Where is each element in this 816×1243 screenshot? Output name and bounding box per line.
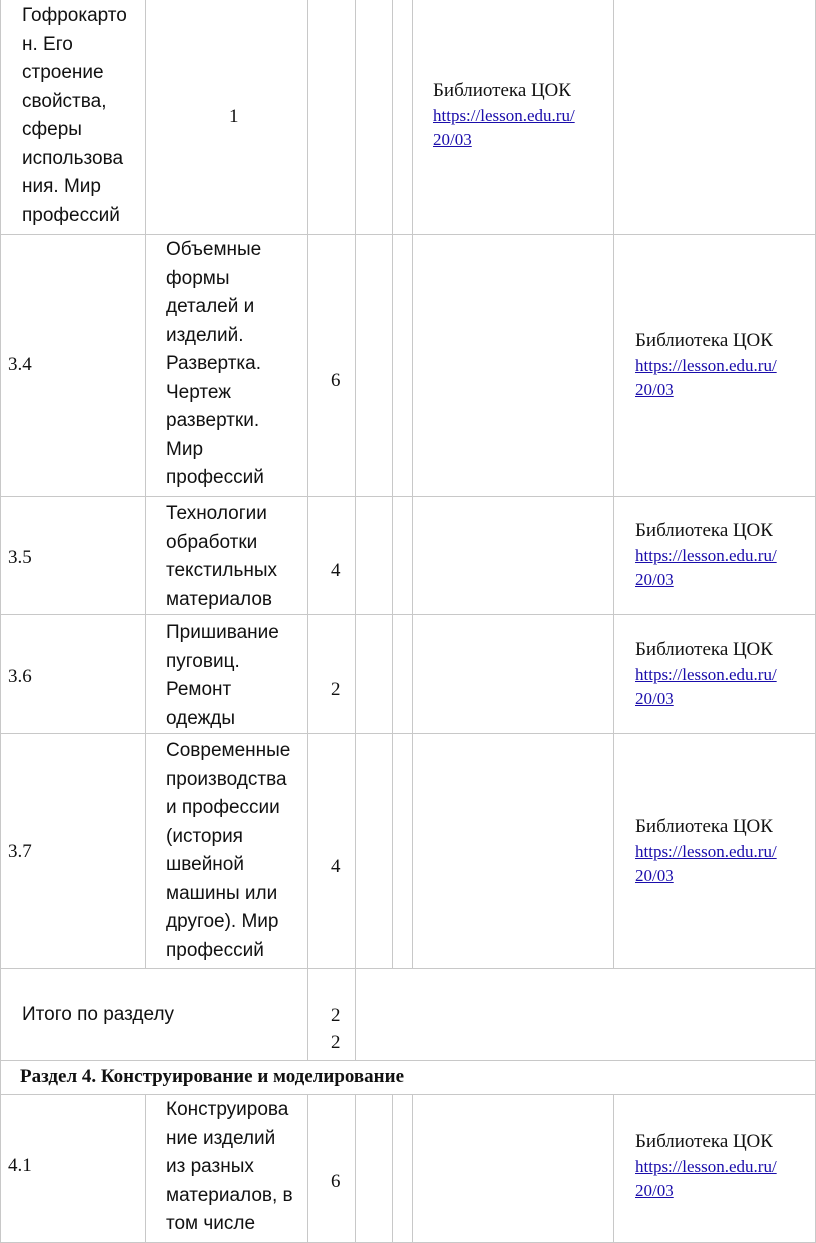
topic-cell: Конструирова ние изделий из разных материалов, в том числе xyxy=(166,1099,293,1234)
row-number: 3.4 xyxy=(8,354,32,375)
resource-label: Библиотека ЦОК xyxy=(635,1131,773,1152)
resource-label: Библиотека ЦОК xyxy=(635,816,773,837)
topic-cell: Объемные формы деталей и изделий. Развертка. Чертеж развертки. Мир профессий xyxy=(166,239,264,488)
resource-link[interactable]: https://lesson.edu.ru/ 20/03 xyxy=(635,1157,777,1200)
resource-cell xyxy=(635,328,815,402)
section-heading: Раздел 4. Конструирование и моделирование xyxy=(20,1066,404,1087)
resource-cell xyxy=(635,637,815,711)
resource-link[interactable]: https://lesson.edu.ru/ 20/03 xyxy=(635,842,777,885)
subtotal-value: 2 2 xyxy=(331,1005,341,1053)
hours-cell: 6 xyxy=(331,1171,341,1192)
subtotal-label: Итого по разделу xyxy=(22,1004,175,1025)
resource-cell xyxy=(635,518,815,592)
resource-label: Библиотека ЦОК xyxy=(635,520,773,541)
row-number: 4.1 xyxy=(8,1155,32,1176)
row-number: 3.6 xyxy=(8,666,32,687)
resource-cell xyxy=(635,1129,815,1203)
resource-link[interactable]: https://lesson.edu.ru/ 20/03 xyxy=(635,546,777,589)
resource-label: Библиотека ЦОК xyxy=(635,639,773,660)
resource-cell xyxy=(433,78,613,152)
hours-cell: 4 xyxy=(331,856,341,877)
hours-cell: 6 xyxy=(331,370,341,391)
resource-link[interactable]: https://lesson.edu.ru/ 20/03 xyxy=(635,356,777,399)
topic-cell: Пришивание пуговиц. Ремонт одежды xyxy=(166,622,279,729)
topic-cell: Современные производства и профессии (история швейной машины или другое). Мир профессий xyxy=(166,740,291,961)
hours-cell: 2 xyxy=(331,679,341,700)
hours-cell: 4 xyxy=(331,560,341,581)
resource-link[interactable]: https://lesson.edu.ru/ 20/03 xyxy=(635,665,777,708)
hours-cell: 1 xyxy=(229,106,239,127)
row-number: 3.7 xyxy=(8,841,32,862)
resource-link[interactable]: https://lesson.edu.ru/ 20/03 xyxy=(433,106,575,149)
resource-label: Библиотека ЦОК xyxy=(433,80,571,101)
row-number: 3.5 xyxy=(8,547,32,568)
topic-cell: Гофрокарто н. Его строение свойства, сферы использова ния. Мир профессий xyxy=(22,5,127,226)
resource-label: Библиотека ЦОК xyxy=(635,330,773,351)
resource-cell xyxy=(635,814,815,888)
topic-cell: Технологии обработки текстильных материалов xyxy=(166,503,278,610)
